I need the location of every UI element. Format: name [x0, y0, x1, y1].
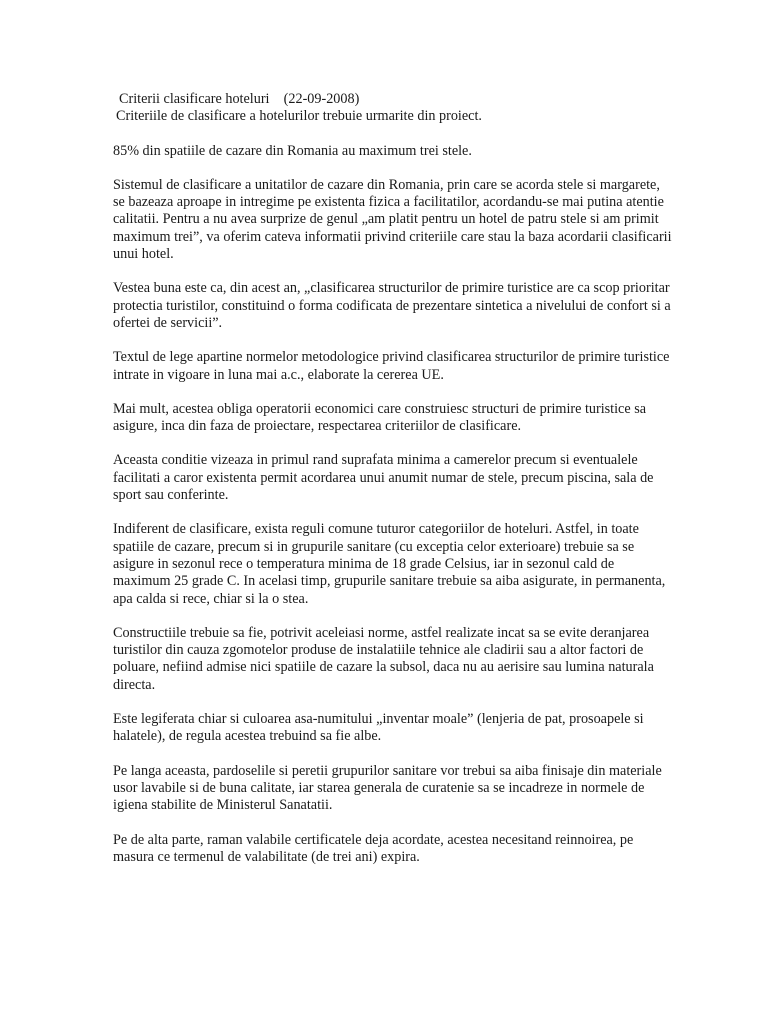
paragraph: Pe langa aceasta, pardoselile si peretii grupurilor sanitare vor trebui sa aiba finisaje din materiale usor lavabile si de buna calitate, iar starea generala de curatenie sa se incadreze in normele de igiena stabilite de Ministerul Sanatatii.	[113, 762, 662, 814]
paragraph: Vestea buna este ca, din acest an, „clasificarea structurilor de primire turistice are ca scop prioritar protectia turistilor, constituind o forma codificata de prezentare sintetica a nivelului de confort si a ofertei de servicii”.	[113, 280, 671, 331]
paragraph: Indiferent de clasificare, exista reguli comune tuturor categoriilor de hoteluri. Astfel, in toate spatiile de cazare, precum si in grupurile sanitare (cu exceptia celor exterioare) trebuie sa se asigure in sezonul rece o temperatura minima de 18 grade Celsius, iar in sezonul cald de maximum 25 grade C. In acelasi timp, grupurile sanitare trebuie sa aiba asigurate, in permanenta, apa calda si rece, chiar si la o stea.	[113, 521, 666, 607]
article-subtitle: Criteriile de clasificare a hotelurilor trebuie urmarite din proiect.	[116, 108, 482, 125]
paragraph: Sistemul de clasificare a unitatilor de cazare din Romania, prin care se acorda stele si margarete, se bazeaza aproape in intregime pe existenta fizica a facilitatilor, acordandu-se mai putina atentie calitatii. Pentru a nu avea surprize de genul „am platit pentru un hotel de patru stele si am primit maximum trei”, va oferim cateva informatii privind criteriile care stau la baza acordarii clasificarii unui hotel.	[113, 176, 672, 263]
paragraph: Mai mult, acestea obliga operatorii economici care construiesc structuri de primire turistice sa asigure, inca din faza de proiectare, respectarea criteriilor de clasificare.	[113, 400, 647, 435]
paragraph: Constructiile trebuie sa fie, potrivit aceleiasi norme, astfel realizate incat sa se evite deranjarea turistilor din cauza zgomotelor produse de instalatiile tehnice ale cladirii sau a altor factori de poluare, nefiind admise nici spatiile de cazare la subsol, daca nu au aerisire sau lumina naturala directa.	[113, 624, 654, 693]
paragraph: Este legiferata chiar si culoarea asa-numitului „inventar moale” (lenjeria de pat, prosoapele si halatele), de regula acestea trebuind sa fie albe.	[113, 711, 644, 745]
paragraph: 85% din spatiile de cazare din Romania au maximum trei stele.	[113, 142, 472, 159]
paragraph: Textul de lege apartine normelor metodologice privind clasificarea structurilor de primire turistice intrate in vigoare in luna mai a.c., elaborate la cererea UE.	[113, 349, 670, 383]
article-title: Criterii clasificare hoteluri (22-09-2008)	[119, 91, 360, 107]
paragraph: Aceasta conditie vizeaza in primul rand suprafata minima a camerelor precum si eventualele facilitati a caror existenta permit acordarea unui anumit numar de stele, precum piscina, sala de sport sau conferinte.	[113, 452, 654, 504]
paragraph: Pe de alta parte, raman valabile certificatele deja acordate, acestea necesitand reinnoirea, pe masura ce termenul de valabilitate (de trei ani) expira.	[113, 831, 634, 865]
article-body	[113, 91, 673, 883]
